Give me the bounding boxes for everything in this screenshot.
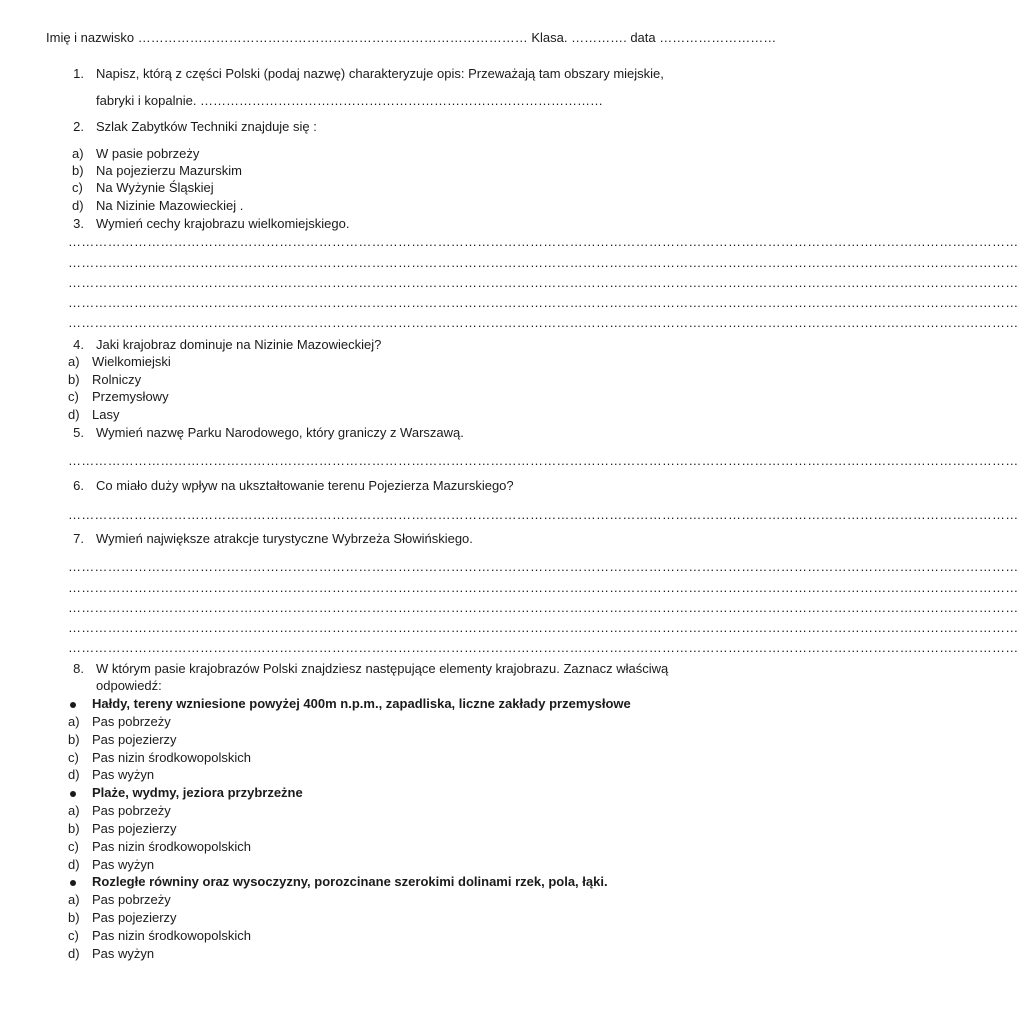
question-8-option-letter: b) [68, 821, 80, 836]
question-8-number: 8. [73, 661, 84, 676]
question-2-option[interactable]: Na Nizinie Mazowieckiej . [96, 198, 244, 213]
question-8-text: W którym pasie krajobrazów Polski znajdziesz następujące elementy krajobrazu. Zaznacz właściwą [96, 661, 669, 676]
header-name-class-date: Imię i nazwisko ……………………………………………………………………………… Klasa. …………. data ……………………… [46, 30, 777, 45]
question-4-option-letter: c) [68, 389, 79, 404]
question-8-option-letter: a) [68, 714, 80, 729]
bullet-icon [70, 702, 76, 708]
question-8-option[interactable]: Pas pojezierzy [92, 910, 177, 925]
question-4-option[interactable]: Przemysłowy [92, 389, 169, 404]
question-8-option[interactable]: Pas nizin środkowopolskich [92, 928, 251, 943]
answer-dotted-line[interactable]: ……………………………………………………………………………………………………………………………………………………………………………………………… [68, 580, 1018, 595]
answer-dotted-line[interactable]: ……………………………………………………………………………………………………………………………………………………………………………………………… [68, 275, 1018, 290]
question-8-text-continued: odpowiedź: [96, 678, 162, 693]
question-2-number: 2. [73, 119, 84, 134]
question-8-option-letter: c) [68, 928, 79, 943]
question-1-text: Napisz, którą z części Polski (podaj nazwę) charakteryzuje opis: Przeważają tam obszary miejskie, [96, 66, 664, 81]
question-1-answer-line[interactable]: fabryki i kopalnie. ………………………………………………………………………………… [96, 93, 604, 108]
question-8-option-letter: d) [68, 767, 80, 782]
answer-dotted-line[interactable]: ……………………………………………………………………………………………………………………………………………………………………………………………… [68, 295, 1018, 310]
question-8-option[interactable]: Pas pobrzeży [92, 714, 171, 729]
question-2-option-letter: c) [72, 180, 83, 195]
question-8-option[interactable]: Pas wyżyn [92, 767, 155, 782]
answer-dotted-line[interactable]: ……………………………………………………………………………………………………………………………………………………………………………………………… [68, 234, 1018, 249]
question-8-option-letter: a) [68, 803, 80, 818]
question-2-option[interactable]: W pasie pobrzeży [96, 146, 200, 161]
bullet-icon [70, 880, 76, 886]
answer-dotted-line[interactable]: ……………………………………………………………………………………………………………………………………………………………………………………………… [68, 640, 1018, 655]
answer-dotted-line[interactable]: ……………………………………………………………………………………………………………………………………………………………………………………………… [68, 507, 1018, 522]
answer-dotted-line[interactable]: ……………………………………………………………………………………………………………………………………………………………………………………………… [68, 620, 1018, 635]
question-8-option[interactable]: Pas pojezierzy [92, 821, 177, 836]
question-4-number: 4. [73, 337, 84, 352]
question-4-text: Jaki krajobraz dominuje na Nizinie Mazowieckiej? [96, 337, 382, 352]
question-4-option-letter: d) [68, 407, 80, 422]
question-8-group-heading: Rozległe równiny oraz wysoczyzny, porozcinane szerokimi dolinami rzek, pola, łąki. [92, 874, 608, 889]
question-8-option[interactable]: Pas pobrzeży [92, 803, 171, 818]
question-4-option-letter: b) [68, 372, 80, 387]
question-2-text: Szlak Zabytków Techniki znajduje się : [96, 119, 317, 134]
question-1-number: 1. [73, 66, 84, 81]
question-2-option-letter: d) [72, 198, 84, 213]
question-2-option[interactable]: Na pojezierzu Mazurskim [96, 163, 242, 178]
question-2-option-letter: b) [72, 163, 84, 178]
question-5-text: Wymień nazwę Parku Narodowego, który graniczy z Warszawą. [96, 425, 464, 440]
question-8-group-heading: Plaże, wydmy, jeziora przybrzeżne [92, 785, 303, 800]
question-4-option-letter: a) [68, 354, 80, 369]
question-2-option-letter: a) [72, 146, 84, 161]
question-4-option[interactable]: Wielkomiejski [92, 354, 171, 369]
answer-dotted-line[interactable]: ……………………………………………………………………………………………………………………………………………………………………………………………… [68, 559, 1018, 574]
question-8-option-letter: d) [68, 857, 80, 872]
question-8-option[interactable]: Pas wyżyn [92, 946, 155, 961]
question-8-group-heading: Hałdy, tereny wzniesione powyżej 400m n.p.m., zapadliska, liczne zakłady przemysłowe [92, 696, 631, 711]
answer-dotted-line[interactable]: ……………………………………………………………………………………………………………………………………………………………………………………………… [68, 453, 1018, 468]
question-3-text: Wymień cechy krajobrazu wielkomiejskiego. [96, 216, 350, 231]
question-8-option-letter: c) [68, 839, 79, 854]
question-8-option-letter: d) [68, 946, 80, 961]
answer-dotted-line[interactable]: ……………………………………………………………………………………………………………………………………………………………………………………………… [68, 315, 1018, 330]
question-8-option-letter: b) [68, 910, 80, 925]
question-8-option[interactable]: Pas pobrzeży [92, 892, 171, 907]
answer-dotted-line[interactable]: ……………………………………………………………………………………………………………………………………………………………………………………………… [68, 255, 1018, 270]
question-6-text: Co miało duży wpływ na ukształtowanie terenu Pojezierza Mazurskiego? [96, 478, 514, 493]
question-2-option[interactable]: Na Wyżynie Śląskiej [96, 180, 214, 195]
question-7-text: Wymień największe atrakcje turystyczne Wybrzeża Słowińskiego. [96, 531, 473, 546]
question-8-option[interactable]: Pas wyżyn [92, 857, 155, 872]
question-8-option[interactable]: Pas nizin środkowopolskich [92, 839, 251, 854]
question-5-number: 5. [73, 425, 84, 440]
question-8-option-letter: b) [68, 732, 80, 747]
question-6-number: 6. [73, 478, 84, 493]
question-8-option[interactable]: Pas nizin środkowopolskich [92, 750, 251, 765]
answer-dotted-line[interactable]: ……………………………………………………………………………………………………………………………………………………………………………………………… [68, 600, 1018, 615]
question-4-option[interactable]: Lasy [92, 407, 120, 422]
question-3-number: 3. [73, 216, 84, 231]
question-8-option-letter: c) [68, 750, 79, 765]
question-8-option-letter: a) [68, 892, 80, 907]
question-4-option[interactable]: Rolniczy [92, 372, 142, 387]
bullet-icon [70, 791, 76, 797]
question-7-number: 7. [73, 531, 84, 546]
question-8-option[interactable]: Pas pojezierzy [92, 732, 177, 747]
